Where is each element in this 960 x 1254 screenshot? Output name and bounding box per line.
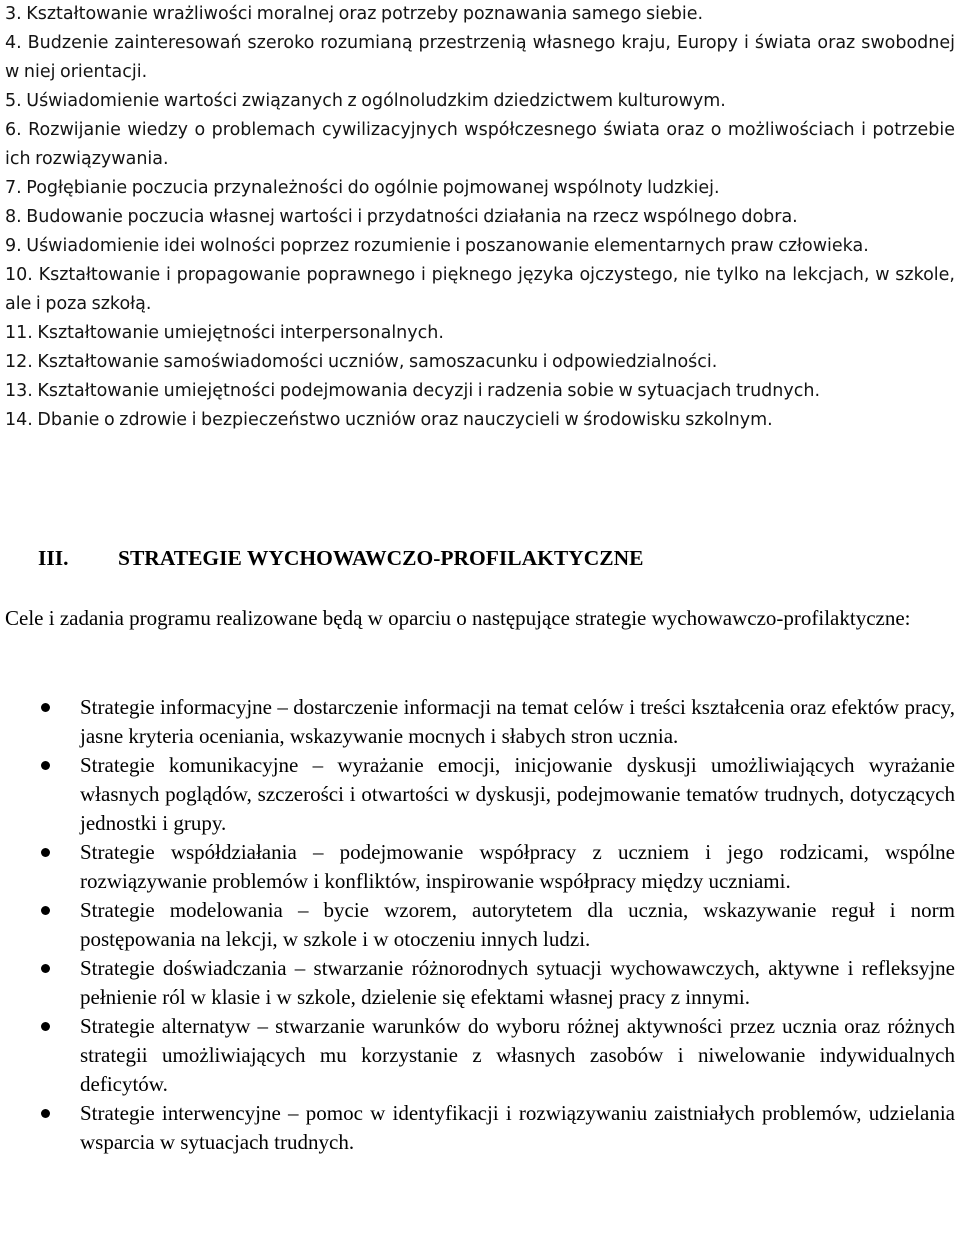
- intro-paragraph: Cele i zadania programu realizowane będą w oparciu o następujące strategie wychowawczo-profilaktyczne:: [5, 606, 911, 630]
- bullet-icon: [41, 848, 50, 857]
- goal-item: 8. Budowanie poczucia własnej wartości i przydatności działania na rzecz wspólnego dobra.: [5, 207, 798, 227]
- strategies-list: [5, 693, 955, 1157]
- strategy-item: [5, 838, 955, 896]
- bullet-icon: [41, 964, 50, 973]
- goal-item: 14. Dbanie o zdrowie i bezpieczeństwo uczniów oraz nauczycieli w środowisku szkolnym.: [5, 410, 773, 430]
- strategy-text: Strategie doświadczania – stwarzanie różnorodnych sytuacji wychowawczych, aktywne i refleksyjne pełnienie ról w klasie i w szkole, dzielenie się efektami własnej pracy z innymi.: [80, 956, 955, 1009]
- strategy-text: Strategie komunikacyjne – wyrażanie emocji, inicjowanie dyskusji umożliwiających wyrażanie własnych poglądów, szczerości i otwartości w dyskusji, podejmowanie tematów trudnych, dotyczących jednostki i grupy.: [80, 753, 955, 835]
- document-page: [5, 0, 955, 1154]
- bullet-icon: [41, 906, 50, 915]
- strategy-text: Strategie modelowania – bycie wzorem, autorytetem dla ucznia, wskazywanie reguł i norm postępowania na lekcji, w szkole i w otoczeniu innych ludzi.: [80, 898, 955, 951]
- strategy-item: [5, 954, 955, 1012]
- goal-item: 13. Kształtowanie umiejętności podejmowania decyzji i radzenia sobie w sytuacjach trudnych.: [5, 381, 821, 401]
- goal-item: 6. Rozwijanie wiedzy o problemach cywilizacyjnych współczesnego świata oraz o możliwościach i potrzebie ich rozwiązywania.: [5, 120, 955, 169]
- goal-item: 10. Kształtowanie i propagowanie poprawnego i pięknego języka ojczystego, nie tylko na lekcjach, w szkole, ale i poza szkołą.: [5, 265, 955, 314]
- section-number: III.: [38, 546, 69, 570]
- strategy-item: [5, 1099, 955, 1157]
- goal-item: 4. Budzenie zainteresowań szeroko rozumianą przestrzenią własnego kraju, Europy i świata oraz swobodnej w niej orientacji.: [5, 33, 955, 82]
- section-title: STRATEGIE WYCHOWAWCZO-PROFILAKTYCZNE: [118, 546, 644, 570]
- goal-item: 5. Uświadomienie wartości związanych z ogólnoludzkim dziedzictwem kulturowym.: [5, 91, 726, 111]
- strategy-item: [5, 896, 955, 954]
- goal-item: 11. Kształtowanie umiejętności interpersonalnych.: [5, 323, 444, 343]
- strategy-text: Strategie informacyjne – dostarczenie informacji na temat celów i treści kształcenia oraz efektów pracy, jasne kryteria oceniania, wskazywanie mocnych i słabych stron ucznia.: [80, 695, 955, 748]
- goal-item: 9. Uświadomienie idei wolności poprzez rozumienie i poszanowanie elementarnych praw człowieka.: [5, 236, 869, 256]
- strategy-text: Strategie alternatyw – stwarzanie warunków do wyboru różnej aktywności przez ucznia oraz różnych strategii umożliwiających mu korzystanie z własnych zasobów i niwelowanie indywidualnych deficytów.: [80, 1014, 955, 1096]
- section-heading: [38, 546, 643, 571]
- bullet-icon: [41, 761, 50, 770]
- goal-item: 7. Pogłębianie poczucia przynależności do ogólnie pojmowanej wspólnoty ludzkiej.: [5, 178, 720, 198]
- strategy-text: Strategie współdziałania – podejmowanie współpracy z uczniem i jego rodzicami, wspólne rozwiązywanie problemów i konfliktów, inspirowanie współpracy między uczniami.: [80, 840, 955, 893]
- goal-item: 3. Kształtowanie wrażliwości moralnej oraz potrzeby poznawania samego siebie.: [5, 4, 704, 24]
- strategy-text: Strategie interwencyjne – pomoc w identyfikacji i rozwiązywaniu zaistniałych problemów, udzielania wsparcia w sytuacjach trudnych.: [80, 1101, 955, 1154]
- bullet-icon: [41, 1109, 50, 1118]
- strategy-item: [5, 693, 955, 751]
- bullet-icon: [41, 1022, 50, 1031]
- goals-list: [5, 0, 955, 435]
- goal-item: 12. Kształtowanie samoświadomości uczniów, samoszacunku i odpowiedzialności.: [5, 352, 718, 372]
- bullet-icon: [41, 703, 50, 712]
- strategy-item: [5, 751, 955, 838]
- strategy-item: [5, 1012, 955, 1099]
